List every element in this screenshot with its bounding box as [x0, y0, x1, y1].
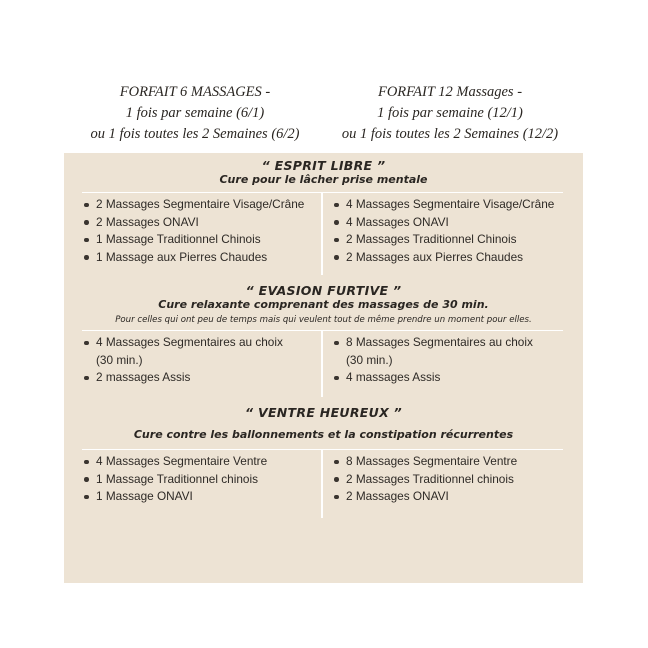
esprit-libre-6-list	[82, 196, 318, 266]
list-item-continuation: (30 min.)	[96, 352, 143, 367]
list-item: 1 Massage Traditionnel Chinois	[82, 231, 318, 249]
esprit-libre-subtitle: Cure pour le lâcher prise mentale	[219, 173, 428, 186]
list-item: 2 Massages aux Pierres Chaudes	[332, 249, 568, 267]
list-item: 2 Massages ONAVI	[82, 214, 318, 232]
package-headers	[70, 82, 580, 148]
package-12-title: FORFAIT 12 Massages -	[377, 84, 523, 100]
list-item-continuation: (30 min.)	[346, 352, 393, 367]
ventre-heureux-12-list	[332, 453, 568, 506]
package-12-weekly: 1 fois par semaine (12/1)	[377, 105, 523, 121]
evasion-furtive-subtitle: Cure relaxante comprenant des massages de 30 min.	[158, 298, 489, 311]
package-6-biweekly: ou 1 fois toutes les 2 Semaines (6/2)	[90, 126, 300, 142]
list-item: 2 Massages ONAVI	[332, 488, 568, 506]
ventre-heureux-subtitle: Cure contre les ballonnements et la constipation récurrentes	[133, 428, 514, 441]
pricing-panel	[64, 153, 583, 583]
list-item: 2 Massages Traditionnel chinois	[332, 471, 568, 489]
evasion-furtive-12-list	[332, 334, 568, 387]
package-6-header	[65, 82, 325, 145]
list-item: 8 Massages Segmentaires au choix	[332, 334, 568, 352]
list-item: 1 Massage aux Pierres Chaudes	[82, 249, 318, 267]
list-item: 1 Massage ONAVI	[82, 488, 318, 506]
package-6-weekly: 1 fois par semaine (6/1)	[125, 105, 265, 121]
list-item: 4 Massages ONAVI	[332, 214, 568, 232]
esprit-libre-12-list	[332, 196, 568, 266]
evasion-furtive-title: “ EVASION FURTIVE ”	[245, 283, 402, 298]
list-item: 4 Massages Segmentaires au choix	[82, 334, 318, 352]
column-divider	[321, 331, 323, 397]
column-divider	[321, 193, 323, 275]
package-12-header	[320, 82, 580, 145]
ventre-heureux-title: “ VENTRE HEUREUX ”	[244, 405, 403, 420]
list-item: 1 Massage Traditionnel chinois	[82, 471, 318, 489]
package-12-biweekly: ou 1 fois toutes les 2 Semaines (12/2)	[341, 126, 559, 142]
evasion-furtive-6-list	[82, 334, 318, 387]
list-item: 4 Massages Segmentaire Visage/Crâne	[332, 196, 568, 214]
package-6-title: FORFAIT 6 MASSAGES -	[119, 84, 271, 100]
list-item: 4 massages Assis	[332, 369, 568, 387]
ventre-heureux-6-list	[82, 453, 318, 506]
list-item: 2 Massages Traditionnel Chinois	[332, 231, 568, 249]
list-item: 4 Massages Segmentaire Ventre	[82, 453, 318, 471]
evasion-furtive-note: Pour celles qui ont peu de temps mais qui veulent tout de même prendre un moment pour elles.	[115, 315, 532, 325]
list-item: 2 Massages Segmentaire Visage/Crâne	[82, 196, 318, 214]
column-divider	[321, 450, 323, 518]
list-item: 2 massages Assis	[82, 369, 318, 387]
list-item: 8 Massages Segmentaire Ventre	[332, 453, 568, 471]
esprit-libre-title: “ ESPRIT LIBRE ”	[261, 158, 386, 173]
